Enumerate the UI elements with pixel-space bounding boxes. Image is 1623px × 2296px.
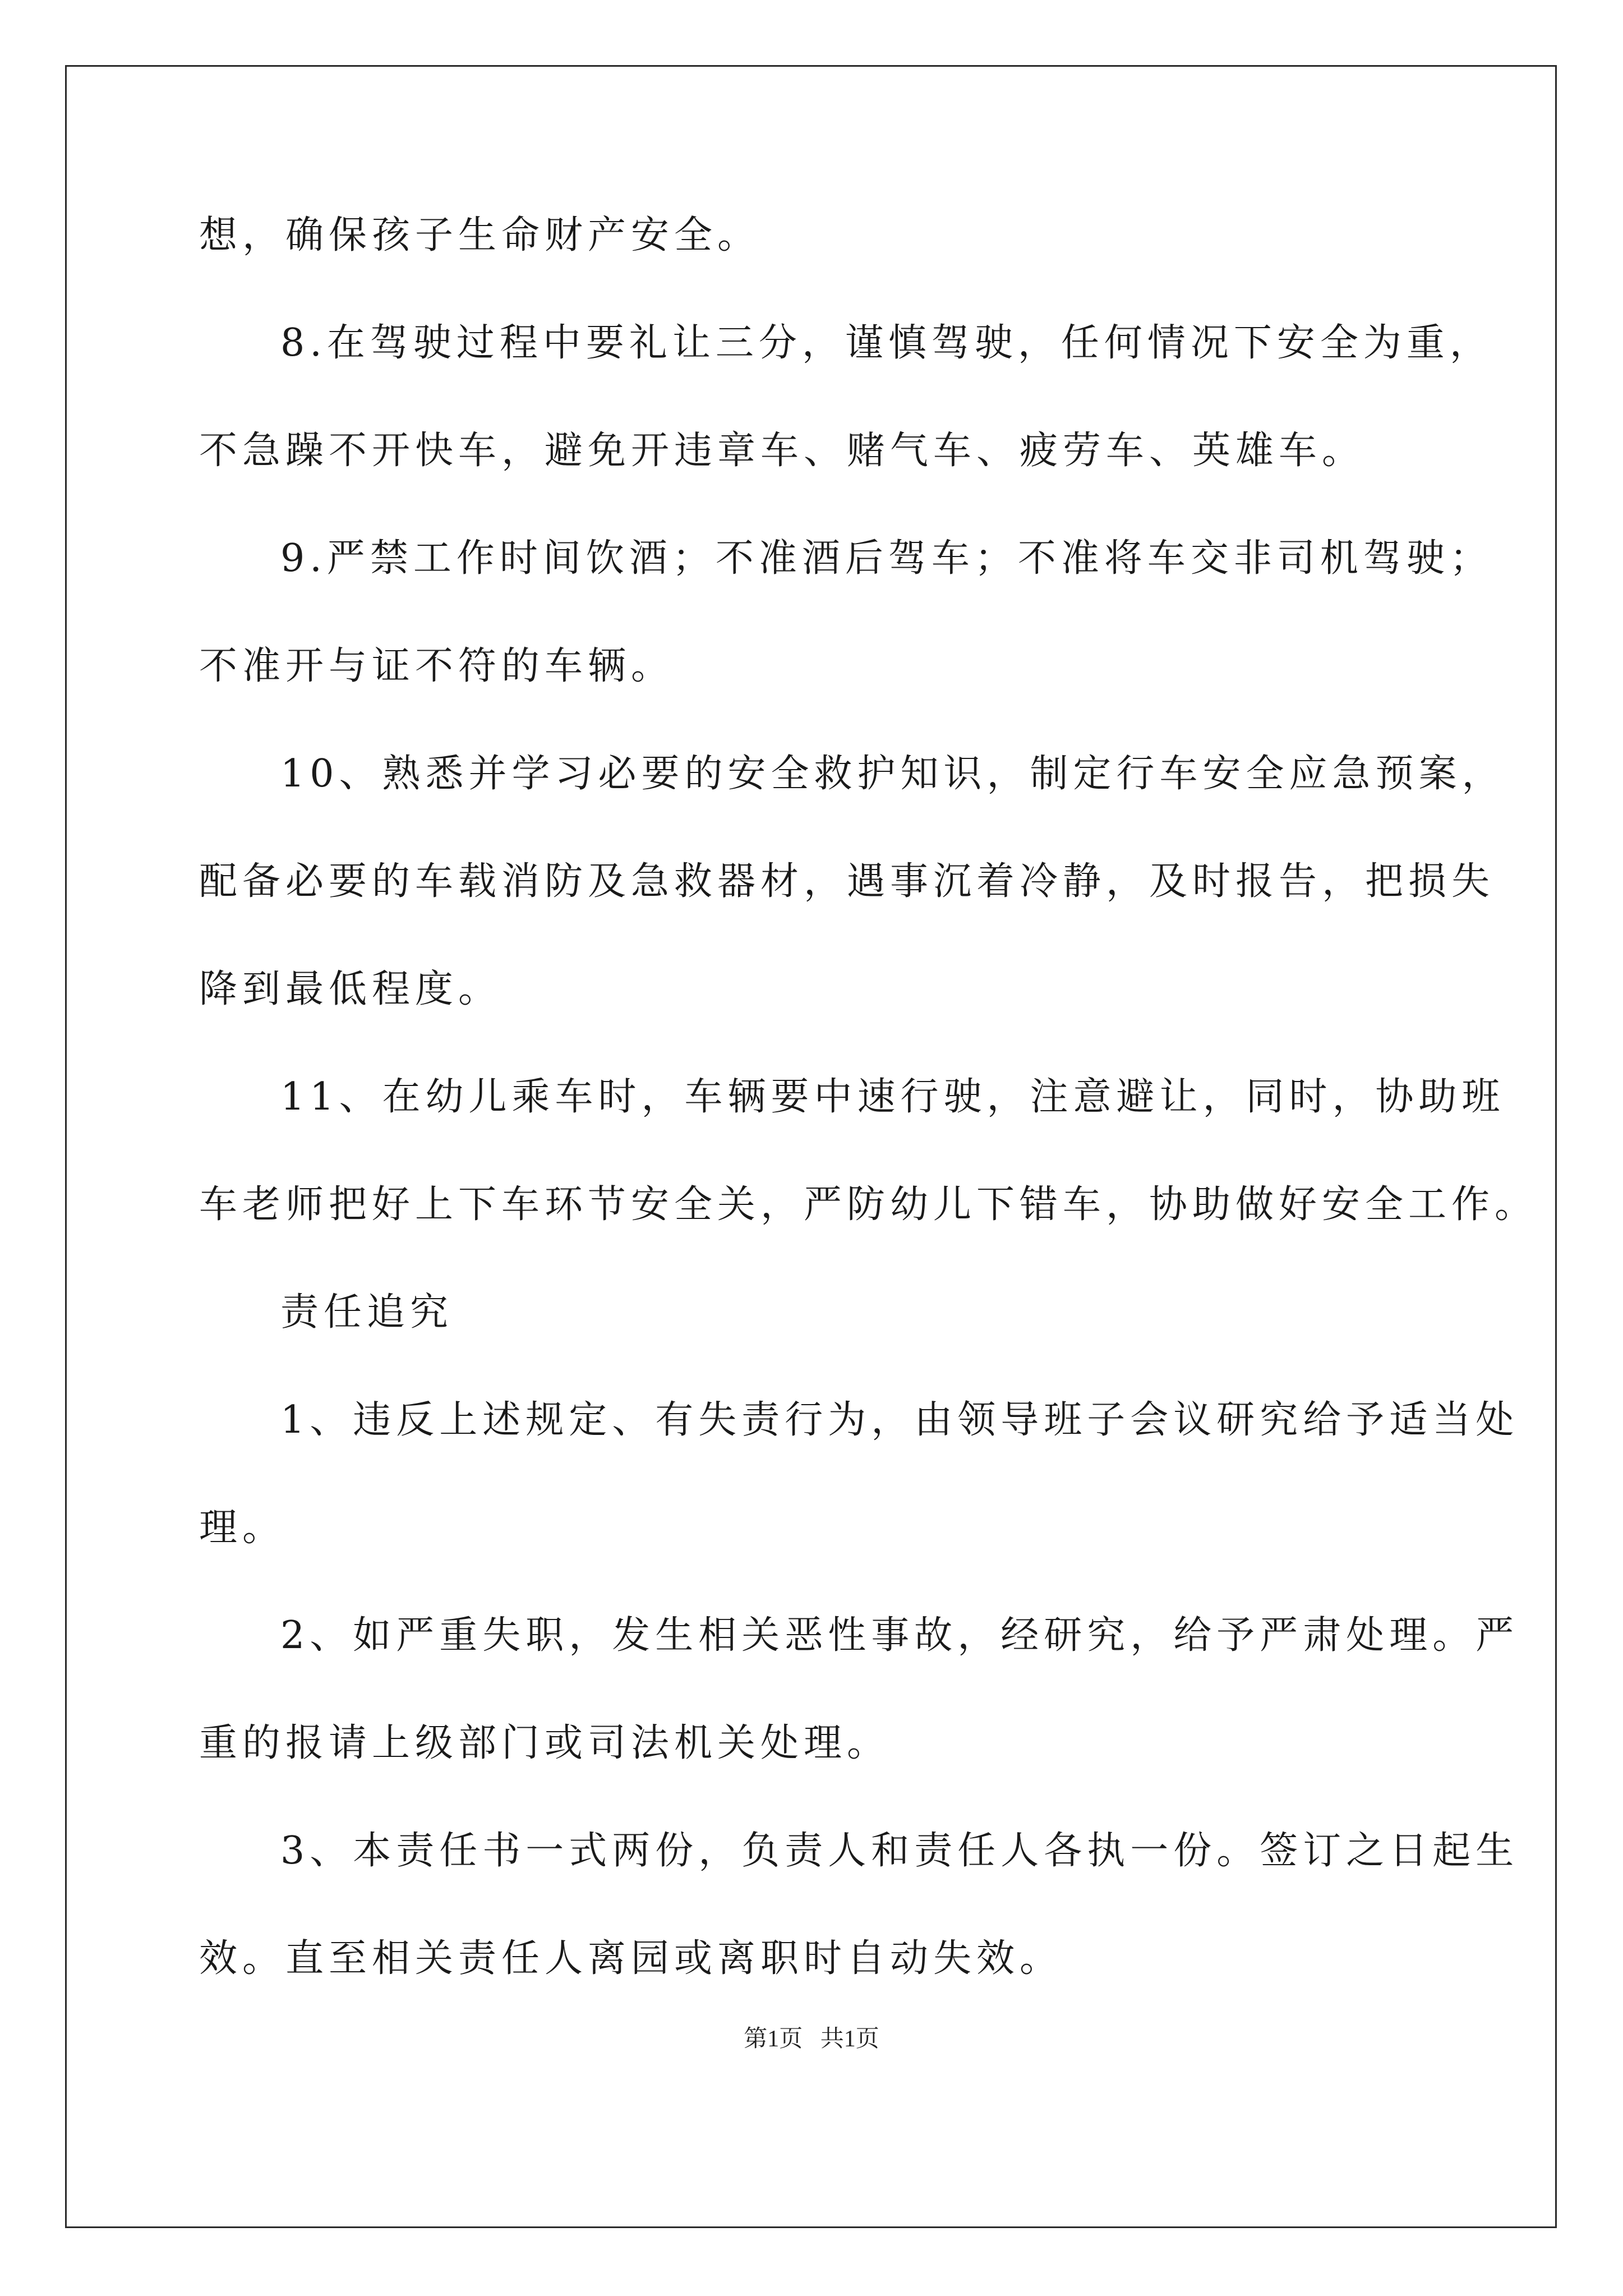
- text-line: 11、在幼儿乘车时，车辆要中速行驶，注意避让，同时，协助班: [280, 1075, 1505, 1119]
- text-line: 10、熟悉并学习必要的安全救护知识，制定行车安全应急预案，: [280, 752, 1505, 796]
- page-number: 第1页 共1页: [744, 2026, 879, 2052]
- document-body: [199, 213, 1538, 1981]
- text-line: 降到最低程度。: [199, 967, 502, 1011]
- text-line: 2、如严重失职，发生相关恶性事故，经研究，给予严肃处理。严: [280, 1613, 1519, 1658]
- text-line: 效。直至相关责任人离园或离职时自动失效。: [199, 1936, 1063, 1981]
- text-line: 不急躁不开快车，避免开违章车、赌气车、疲劳车、英雄车。: [199, 429, 1366, 473]
- text-line: 车老师把好上下车环节安全关，严防幼儿下错车，协助做好安全工作。: [199, 1182, 1538, 1227]
- text-line: 8.在驾驶过程中要礼让三分，谨慎驾驶，任何情况下安全为重，: [280, 321, 1493, 365]
- text-line: 1、违反上述规定、有失责行为，由领导班子会议研究给予适当处: [280, 1398, 1519, 1442]
- text-line: 配备必要的车载消防及急救器材，遇事沉着冷静，及时报告，把损失: [199, 859, 1495, 904]
- text-line: 9.严禁工作时间饮酒；不准酒后驾车；不准将车交非司机驾驶；: [280, 536, 1493, 581]
- text-line: 想，确保孩子生命财产安全。: [199, 213, 761, 257]
- text-line: 不准开与证不符的车辆。: [199, 644, 675, 688]
- text-line: 3、本责任书一式两份，负责人和责任人各执一份。签订之日起生: [280, 1829, 1519, 1873]
- section-heading: 责任追究: [280, 1290, 454, 1335]
- text-line: 理。: [199, 1506, 286, 1550]
- text-line: 重的报请上级部门或司法机关处理。: [199, 1721, 891, 1765]
